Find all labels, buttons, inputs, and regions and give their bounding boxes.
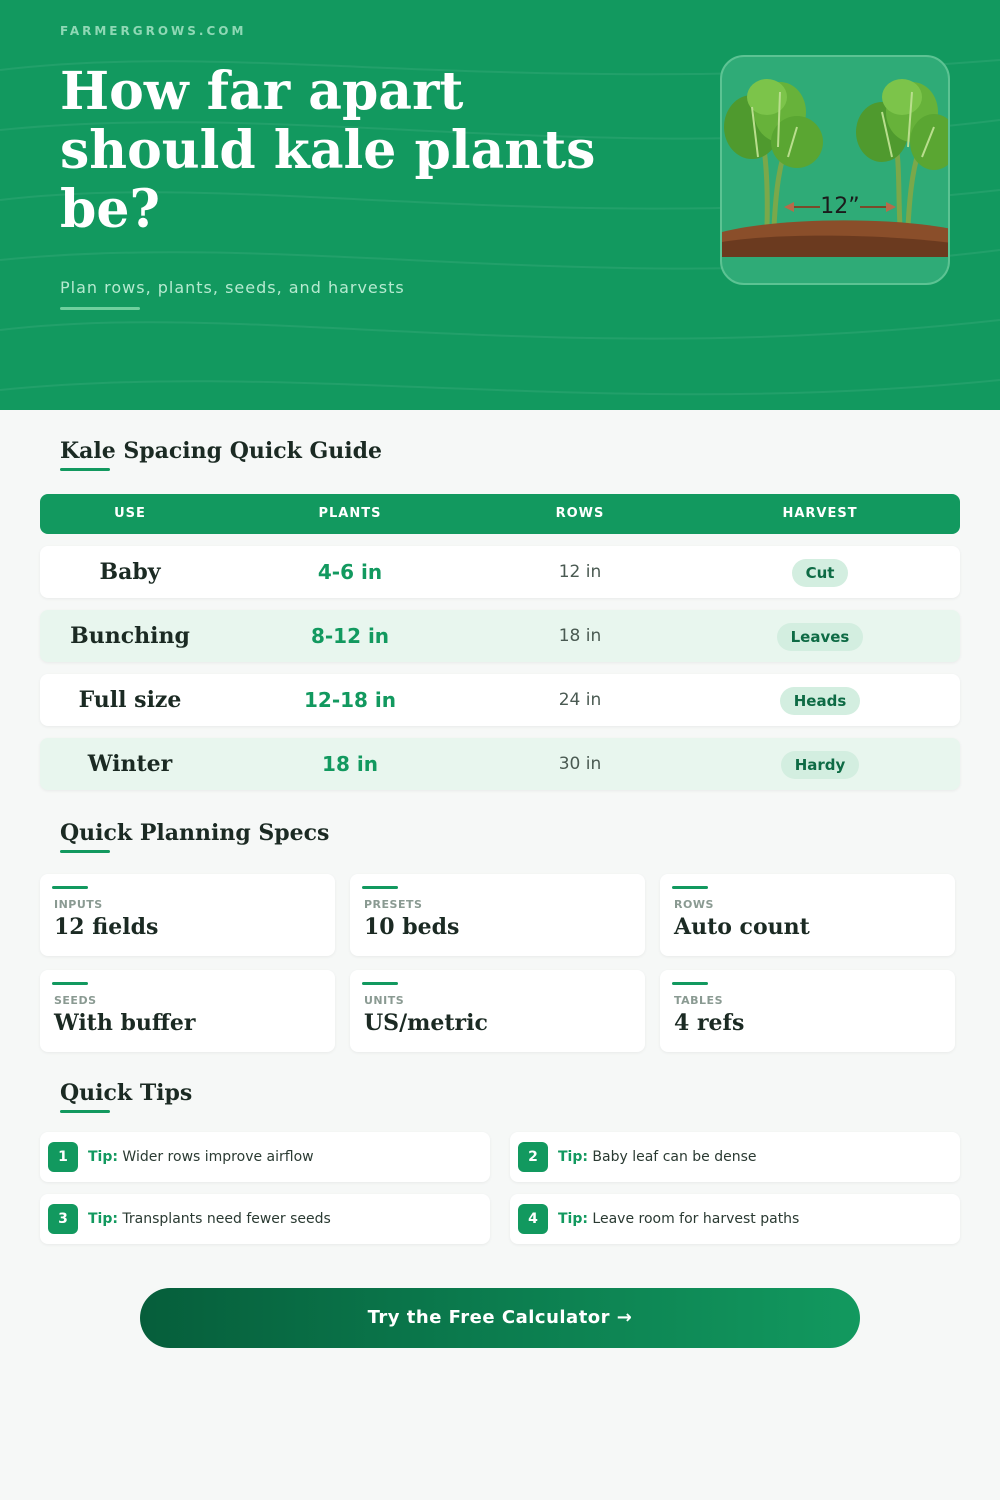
- tip-body: [558, 1194, 799, 1244]
- cell-plants: 18 in: [322, 752, 378, 776]
- spec-value: 10 beds: [364, 914, 460, 940]
- spec-label: ROWS: [674, 898, 714, 911]
- spec-accent: [362, 982, 398, 985]
- cell-harvest: [700, 610, 940, 662]
- hero-banner: [0, 0, 1000, 410]
- cell-harvest: [700, 546, 940, 598]
- spec-value: US/metric: [364, 1010, 488, 1036]
- table-row: [40, 610, 960, 662]
- cell-plants: 4-6 in: [317, 560, 383, 584]
- tip-body: [88, 1132, 314, 1182]
- free-calculator-button[interactable]: Try the Free Calculator →: [140, 1288, 860, 1348]
- page-title: How far apart should kale plants be?: [60, 61, 596, 240]
- cell-rows: 12 in: [558, 562, 602, 582]
- spec-accent: [362, 886, 398, 889]
- spec-label: PRESETS: [364, 898, 423, 911]
- cell-rows: 24 in: [558, 690, 602, 710]
- spec-card-seeds: [40, 970, 335, 1052]
- spec-label: TABLES: [674, 994, 723, 1007]
- tip-number-badge: 1: [48, 1142, 78, 1172]
- tip-card: [40, 1194, 490, 1244]
- spec-value: 12 fields: [54, 914, 159, 940]
- tips-title-underline: [60, 1110, 110, 1113]
- cell-use: Winter: [87, 751, 173, 777]
- table-row: [40, 546, 960, 598]
- kale-spacing-illustration: [720, 55, 950, 285]
- tip-number-badge: 2: [518, 1142, 548, 1172]
- spec-value: With buffer: [54, 1010, 196, 1036]
- tip-text: Transplants need fewer seeds: [122, 1211, 331, 1227]
- spec-card-rows: [660, 874, 955, 956]
- cell-plants: 8-12 in: [310, 624, 390, 648]
- specs-title-underline: [60, 850, 110, 853]
- cell-harvest: [700, 674, 940, 726]
- cell-use: Full size: [78, 687, 182, 713]
- header-harvest: HARVEST: [782, 506, 858, 521]
- table-row: [40, 738, 960, 790]
- guide-table-header: [40, 494, 960, 534]
- spec-value: 4 refs: [674, 1010, 745, 1036]
- specs-title: Quick Planning Specs: [60, 820, 330, 846]
- spec-card-tables: [660, 970, 955, 1052]
- tip-card: [510, 1132, 960, 1182]
- spec-accent: [672, 886, 708, 889]
- brand-name: FARMERGROWS.COM: [60, 24, 247, 38]
- harvest-badge: Leaves: [777, 623, 864, 651]
- harvest-badge: Heads: [780, 687, 861, 715]
- tip-text: Leave room for harvest paths: [592, 1211, 800, 1227]
- harvest-badge: Hardy: [781, 751, 860, 779]
- spec-accent: [672, 982, 708, 985]
- spec-accent: [52, 982, 88, 985]
- spec-card-inputs: [40, 874, 335, 956]
- tip-number-badge: 4: [518, 1204, 548, 1234]
- tip-body: [88, 1194, 331, 1244]
- tip-text: Wider rows improve airflow: [122, 1149, 314, 1165]
- spec-label: SEEDS: [54, 994, 97, 1007]
- spec-card-presets: [350, 874, 645, 956]
- cell-rows: 30 in: [558, 754, 602, 774]
- cell-rows: 18 in: [558, 626, 602, 646]
- spec-label: INPUTS: [54, 898, 103, 911]
- harvest-badge: Cut: [792, 559, 849, 587]
- header-plants: PLANTS: [318, 506, 382, 521]
- spec-accent: [52, 886, 88, 889]
- hero-underline: [60, 307, 140, 310]
- tip-lead: Tip:: [558, 1211, 588, 1227]
- cell-harvest: [700, 738, 940, 790]
- hero-subtitle: Plan rows, plants, seeds, and harvests: [60, 278, 405, 297]
- kale-plants-icon: [722, 57, 950, 285]
- cell-plants: 12-18 in: [303, 688, 397, 712]
- tip-lead: Tip:: [88, 1211, 118, 1227]
- cell-use: Bunching: [70, 623, 190, 649]
- tips-title: Quick Tips: [60, 1080, 193, 1106]
- spacing-label: 12”: [820, 194, 860, 219]
- tip-lead: Tip:: [88, 1149, 118, 1165]
- guide-title: Kale Spacing Quick Guide: [60, 438, 383, 464]
- tip-card: [510, 1194, 960, 1244]
- spec-label: UNITS: [364, 994, 405, 1007]
- header-rows: ROWS: [555, 506, 605, 521]
- cell-use: Baby: [99, 559, 161, 585]
- spec-card-units: [350, 970, 645, 1052]
- tip-card: [40, 1132, 490, 1182]
- table-row: [40, 674, 960, 726]
- guide-title-underline: [60, 468, 110, 471]
- tip-text: Baby leaf can be dense: [592, 1149, 757, 1165]
- tip-number-badge: 3: [48, 1204, 78, 1234]
- tip-lead: Tip:: [558, 1149, 588, 1165]
- header-use: USE: [114, 506, 146, 521]
- tip-body: [558, 1132, 757, 1182]
- spec-value: Auto count: [674, 914, 810, 940]
